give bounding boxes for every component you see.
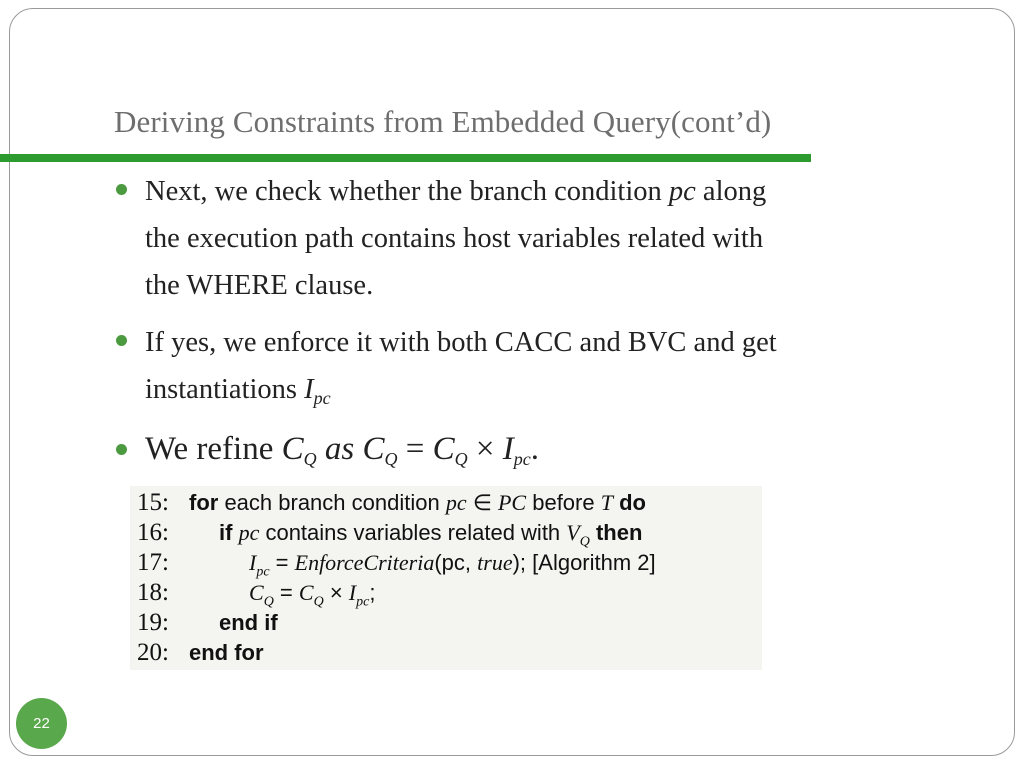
bullet-dot — [116, 335, 127, 346]
page-number-badge: 22 — [16, 698, 67, 749]
algorithm-line-17: 17: $I_{pc}$ = EnforceCriteria(pc, true); [Algorithm 2] — [137, 549, 656, 580]
slide-title: Deriving Constraints from Embedded Query(cont’d) — [114, 104, 772, 139]
title-underline — [0, 154, 811, 162]
algorithm-line-18: 18: $C_Q = C_Q \times I_{pc}$; — [137, 579, 376, 610]
bullet-1-text: Next, we check whether the branch condition pc along the execution path contains host variables related with the WHERE clause. — [145, 176, 767, 301]
algorithm-line-16: 16: if pc contains variables related with $V_Q$ then — [137, 519, 643, 550]
algorithm-line-20: 20: end for — [137, 639, 264, 666]
bullet-dot — [116, 444, 127, 455]
bullet-2-text: If yes, we enforce it with both CACC and BVC and get instantiations $I_{pc}$ — [145, 327, 777, 408]
algorithm-snippet — [130, 486, 762, 670]
bullet-dot — [116, 184, 127, 195]
algorithm-line-15: 15: for each branch condition pc ∈ PC before T do — [137, 489, 646, 516]
algorithm-line-19: 19: end if — [137, 609, 278, 636]
bullet-3-text: We refine $C_Q$ as $C_Q = C_Q \times I_{pc}$. — [145, 431, 539, 469]
